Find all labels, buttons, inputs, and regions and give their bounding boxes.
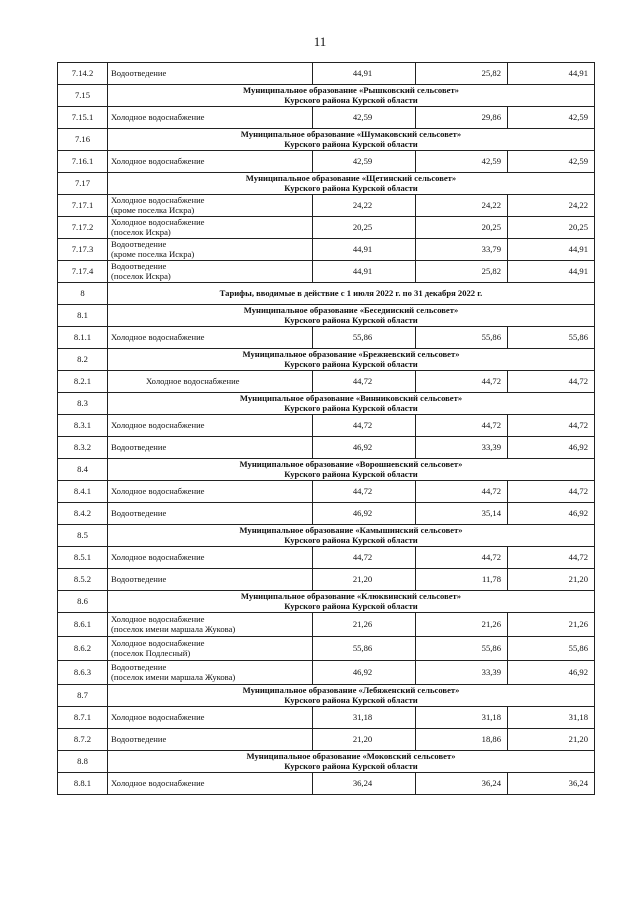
tariff-value-3: 24,22 <box>508 195 595 217</box>
tariff-value-2: 44,72 <box>416 415 508 437</box>
section-header-row <box>58 129 595 151</box>
table-row <box>58 151 595 173</box>
tariff-value-1: 44,91 <box>313 261 416 283</box>
tariff-value-1: 44,72 <box>313 481 416 503</box>
row-number: 8.1.1 <box>58 327 108 349</box>
service-name: Водоотведение <box>108 729 313 751</box>
service-name: Холодное водоснабжение <box>108 481 313 503</box>
row-number: 7.14.2 <box>58 63 108 85</box>
section-title: Муниципальное образование «Брежневский сельсовет» Курского района Курской области <box>108 349 595 371</box>
table-row <box>58 217 595 239</box>
tariff-value-3: 44,91 <box>508 63 595 85</box>
tariff-value-3: 44,72 <box>508 481 595 503</box>
service-name: Водоотведение <box>108 569 313 591</box>
tariff-table <box>57 62 595 795</box>
tariff-value-1: 42,59 <box>313 151 416 173</box>
section-title: Муниципальное образование «Клюквинский сельсовет» Курского района Курской области <box>108 591 595 613</box>
section-title: Муниципальное образование «Моковский сельсовет» Курского района Курской области <box>108 751 595 773</box>
row-number: 8.8 <box>58 751 108 773</box>
tariff-value-2: 31,18 <box>416 707 508 729</box>
row-number: 8.6.1 <box>58 613 108 637</box>
table-row <box>58 729 595 751</box>
row-number: 8.2.1 <box>58 371 108 393</box>
tariff-value-3: 42,59 <box>508 151 595 173</box>
service-name: Холодное водоснабжение (поселок Подлесный) <box>108 637 313 661</box>
page-number: 11 <box>313 34 327 49</box>
table-row <box>58 637 595 661</box>
row-number: 8.5 <box>58 525 108 547</box>
tariff-value-1: 42,59 <box>313 107 416 129</box>
tariff-value-1: 55,86 <box>313 637 416 661</box>
section-title: Муниципальное образование «Рышковский сельсовет» Курского района Курской области <box>108 85 595 107</box>
tariff-value-1: 44,72 <box>313 415 416 437</box>
section-header-row <box>58 85 595 107</box>
section-title: Муниципальное образование «Шумаковский сельсовет» Курского района Курской области <box>108 129 595 151</box>
section-title: Муниципальное образование «Лебяженский сельсовет» Курского района Курской области <box>108 685 595 707</box>
row-number: 8 <box>58 283 108 305</box>
service-name: Холодное водоснабжение <box>108 107 313 129</box>
tariff-value-3: 42,59 <box>508 107 595 129</box>
tariff-value-3: 44,72 <box>508 371 595 393</box>
row-number: 8.2 <box>58 349 108 371</box>
table-row <box>58 503 595 525</box>
tariff-value-1: 44,91 <box>313 63 416 85</box>
tariff-value-2: 18,86 <box>416 729 508 751</box>
section-header-row <box>58 751 595 773</box>
service-name: Холодное водоснабжение (поселок имени маршала Жукова) <box>108 613 313 637</box>
table-row <box>58 63 595 85</box>
table-row <box>58 371 595 393</box>
table-row <box>58 327 595 349</box>
row-number: 8.3.1 <box>58 415 108 437</box>
service-name: Водоотведение <box>108 503 313 525</box>
service-name: Водоотведение <box>108 437 313 459</box>
row-number: 8.5.1 <box>58 547 108 569</box>
row-number: 8.1 <box>58 305 108 327</box>
tariff-value-2: 21,26 <box>416 613 508 637</box>
tariff-value-2: 25,82 <box>416 261 508 283</box>
tariff-value-2: 44,72 <box>416 547 508 569</box>
tariff-value-2: 33,79 <box>416 239 508 261</box>
section-title: Муниципальное образование «Ворошневский сельсовет» Курского района Курской области <box>108 459 595 481</box>
row-number: 8.4.2 <box>58 503 108 525</box>
tariff-value-2: 11,78 <box>416 569 508 591</box>
section-title: Муниципальное образование «Щетинский сельсовет» Курского района Курской области <box>108 173 595 195</box>
row-number: 7.17.2 <box>58 217 108 239</box>
tariff-value-1: 46,92 <box>313 503 416 525</box>
tariff-value-1: 46,92 <box>313 661 416 685</box>
section-header-row <box>58 173 595 195</box>
table-row <box>58 481 595 503</box>
table-row <box>58 239 595 261</box>
tariff-value-2: 36,24 <box>416 773 508 795</box>
tariff-value-3: 36,24 <box>508 773 595 795</box>
tariff-value-3: 21,20 <box>508 729 595 751</box>
tariff-value-2: 33,39 <box>416 661 508 685</box>
tariff-value-1: 55,86 <box>313 327 416 349</box>
tariff-value-3: 46,92 <box>508 503 595 525</box>
tariff-value-2: 35,14 <box>416 503 508 525</box>
row-number: 7.17 <box>58 173 108 195</box>
table-row <box>58 261 595 283</box>
row-number: 8.4 <box>58 459 108 481</box>
row-number: 7.17.1 <box>58 195 108 217</box>
tariff-table-body <box>58 63 595 795</box>
tariff-value-2: 24,22 <box>416 195 508 217</box>
tariff-value-3: 46,92 <box>508 437 595 459</box>
table-row <box>58 661 595 685</box>
tariff-value-3: 21,20 <box>508 569 595 591</box>
tariff-value-3: 20,25 <box>508 217 595 239</box>
row-number: 8.7.1 <box>58 707 108 729</box>
tariff-value-1: 21,26 <box>313 613 416 637</box>
row-number: 8.5.2 <box>58 569 108 591</box>
tariff-value-1: 21,20 <box>313 569 416 591</box>
tariff-value-3: 21,26 <box>508 613 595 637</box>
section-header-row <box>58 393 595 415</box>
tariff-value-1: 44,91 <box>313 239 416 261</box>
section-header-row <box>58 591 595 613</box>
tariff-value-2: 55,86 <box>416 637 508 661</box>
table-row <box>58 613 595 637</box>
tariff-value-2: 44,72 <box>416 371 508 393</box>
table-row <box>58 707 595 729</box>
service-name: Водоотведение <box>108 63 313 85</box>
tariff-value-2: 42,59 <box>416 151 508 173</box>
service-name: Холодное водоснабжение <box>108 773 313 795</box>
row-number: 8.6.2 <box>58 637 108 661</box>
row-number: 7.15.1 <box>58 107 108 129</box>
section-header-row <box>58 685 595 707</box>
service-name: Водоотведение (кроме поселка Искра) <box>108 239 313 261</box>
tariff-value-2: 20,25 <box>416 217 508 239</box>
section-title: Муниципальное образование «Камышинский сельсовет» Курского района Курской области <box>108 525 595 547</box>
row-number: 7.16.1 <box>58 151 108 173</box>
tariff-value-1: 21,20 <box>313 729 416 751</box>
row-number: 8.8.1 <box>58 773 108 795</box>
service-name: Холодное водоснабжение <box>108 707 313 729</box>
table-row <box>58 107 595 129</box>
row-number: 8.3 <box>58 393 108 415</box>
tariff-value-1: 44,72 <box>313 371 416 393</box>
section-title: Муниципальное образование «Беседииский сельсовет» Курского района Курской области <box>108 305 595 327</box>
table-row <box>58 773 595 795</box>
tariff-value-3: 44,91 <box>508 261 595 283</box>
table-row <box>58 547 595 569</box>
section-header-row <box>58 525 595 547</box>
tariff-value-3: 44,72 <box>508 415 595 437</box>
tariff-value-3: 46,92 <box>508 661 595 685</box>
tariff-value-1: 36,24 <box>313 773 416 795</box>
service-name: Холодное водоснабжение <box>108 371 313 393</box>
section-title: Тарифы, вводимые в действие с 1 июля 2022 г. по 31 декабря 2022 г. <box>108 283 595 305</box>
service-name: Холодное водоснабжение (поселок Искра) <box>108 217 313 239</box>
table-row <box>58 415 595 437</box>
row-number: 8.3.2 <box>58 437 108 459</box>
row-number: 7.16 <box>58 129 108 151</box>
row-number: 8.6.3 <box>58 661 108 685</box>
row-number: 7.17.4 <box>58 261 108 283</box>
tariff-value-2: 29,86 <box>416 107 508 129</box>
section-header-row <box>58 305 595 327</box>
row-number: 8.6 <box>58 591 108 613</box>
service-name: Водоотведение (поселок имени маршала Жукова) <box>108 661 313 685</box>
tariff-value-1: 31,18 <box>313 707 416 729</box>
row-number: 8.7.2 <box>58 729 108 751</box>
row-number: 8.4.1 <box>58 481 108 503</box>
tariff-value-1: 46,92 <box>313 437 416 459</box>
table-row <box>58 195 595 217</box>
service-name: Холодное водоснабжение <box>108 547 313 569</box>
service-name: Холодное водоснабжение (кроме поселка Искра) <box>108 195 313 217</box>
section-header-row <box>58 283 595 305</box>
tariff-value-1: 24,22 <box>313 195 416 217</box>
tariff-value-3: 55,86 <box>508 327 595 349</box>
tariff-value-2: 25,82 <box>416 63 508 85</box>
row-number: 7.15 <box>58 85 108 107</box>
section-header-row <box>58 459 595 481</box>
service-name: Водоотведение (поселок Искра) <box>108 261 313 283</box>
table-row <box>58 437 595 459</box>
tariff-value-2: 55,86 <box>416 327 508 349</box>
section-title: Муниципальное образование «Винниковский сельсовет» Курского района Курской области <box>108 393 595 415</box>
service-name: Холодное водоснабжение <box>108 415 313 437</box>
tariff-value-2: 44,72 <box>416 481 508 503</box>
service-name: Холодное водоснабжение <box>108 327 313 349</box>
row-number: 8.7 <box>58 685 108 707</box>
tariff-value-1: 44,72 <box>313 547 416 569</box>
tariff-value-3: 44,91 <box>508 239 595 261</box>
tariff-value-1: 20,25 <box>313 217 416 239</box>
tariff-value-2: 33,39 <box>416 437 508 459</box>
service-name: Холодное водоснабжение <box>108 151 313 173</box>
row-number: 7.17.3 <box>58 239 108 261</box>
tariff-value-3: 44,72 <box>508 547 595 569</box>
section-header-row <box>58 349 595 371</box>
table-row <box>58 569 595 591</box>
tariff-value-3: 31,18 <box>508 707 595 729</box>
tariff-value-3: 55,86 <box>508 637 595 661</box>
